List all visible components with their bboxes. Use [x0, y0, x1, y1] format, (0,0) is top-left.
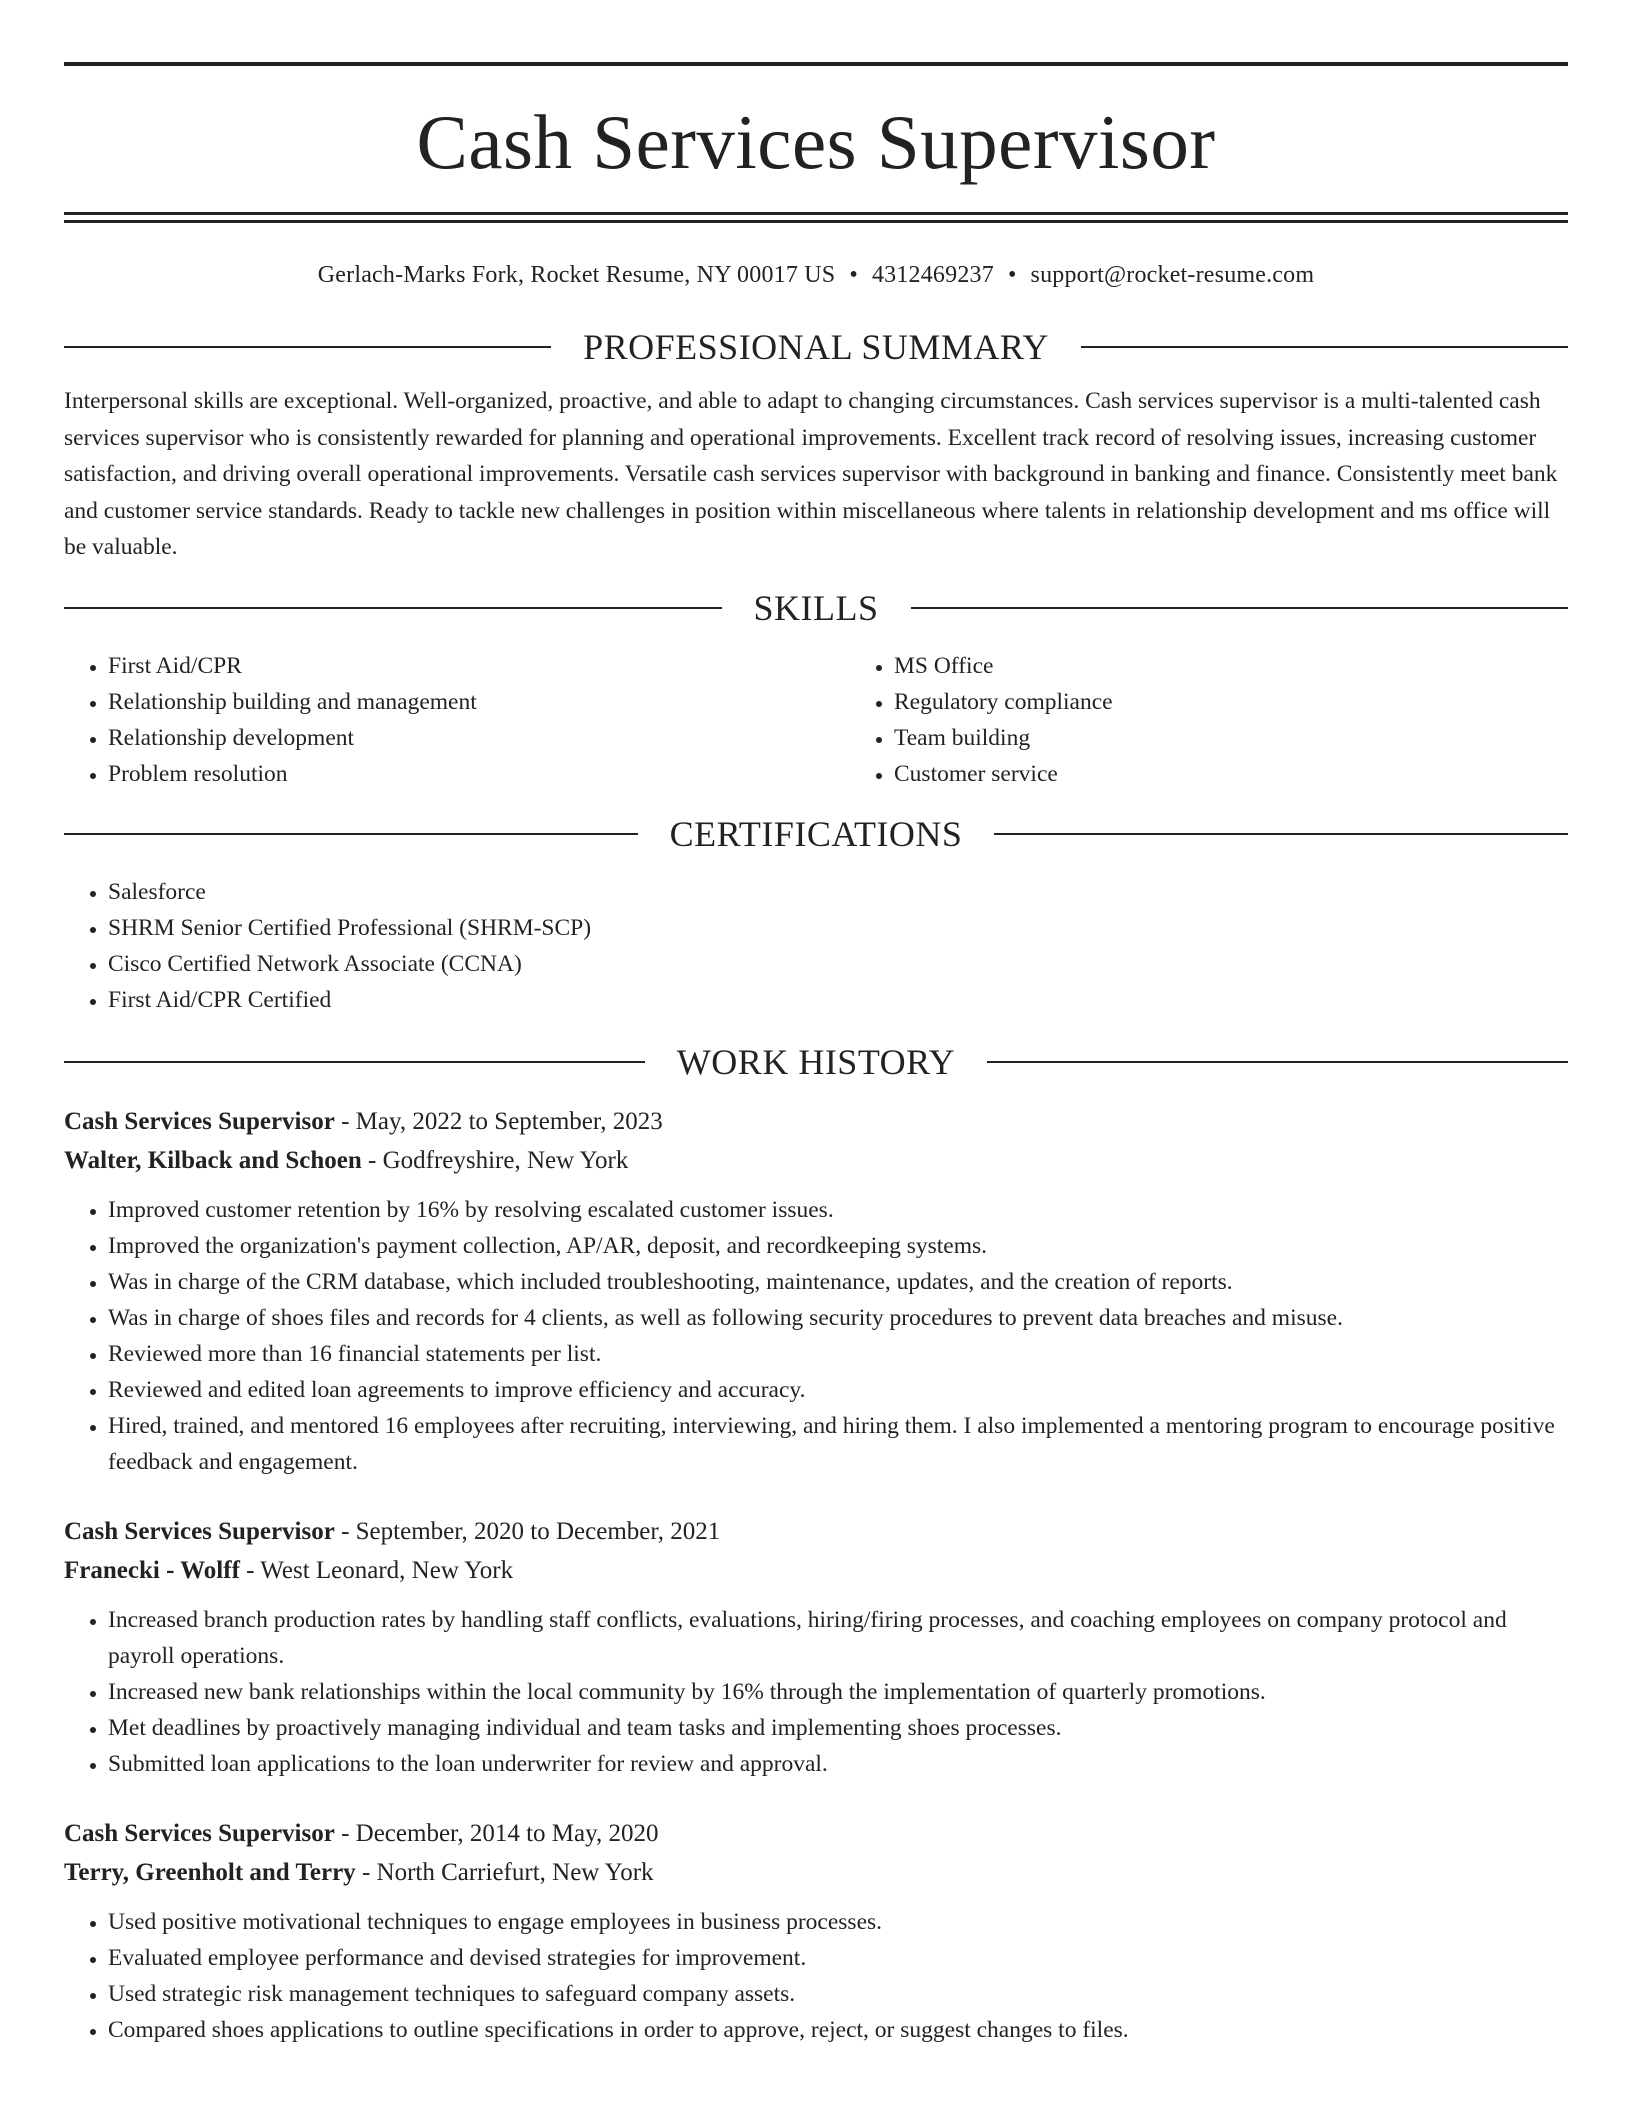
- address: Gerlach-Marks Fork, Rocket Resume, NY 00017 US: [317, 262, 836, 288]
- job-location: - North Carriefurt, New York: [355, 1858, 654, 1886]
- job-bullet: • Improved customer retention by 16% by resolving escalated customer issues.: [108, 1192, 1568, 1228]
- certification-item: • SHRM Senior Certified Professional (SHRM-SCP): [108, 910, 1568, 946]
- job-bullet: • Increased branch production rates by handling staff conflicts, evaluations, hiring/firing processes, and coaching employees on company protocol and payroll operations.: [108, 1602, 1568, 1674]
- job-bullet: • Used strategic risk management techniques to safeguard company assets.: [108, 1976, 1568, 2012]
- job-title: Cash Services Supervisor: [64, 1517, 335, 1545]
- summary-text: Interpersonal skills are exceptional. Well-organized, proactive, and able to adapt to changing circumstances. Cash services supervisor is a multi-talented cash services supervisor who is consistently rewarded for planning and operational improvements. Excellent track record of resolving issues, increasing customer satisfaction, and driving overall operational improvements. Versatile cash services supervisor with background in banking and finance. Consistently meet bank and customer service standards. Ready to tackle new challenges in position within miscellaneous where talents in relationship development and ms office will be valuable.: [64, 388, 1558, 560]
- job-dates: - December, 2014 to May, 2020: [334, 1819, 659, 1847]
- heading-rule-left: [64, 346, 551, 348]
- certifications-heading-row: [64, 814, 1568, 854]
- heading-rule-right: [911, 607, 1569, 609]
- skill-item: • Regulatory compliance: [894, 684, 1113, 720]
- job-title: Cash Services Supervisor: [64, 1107, 335, 1135]
- job-bullet: • Improved the organization's payment collection, AP/AR, deposit, and recordkeeping systems.: [108, 1228, 1568, 1264]
- skill-item: • MS Office: [894, 648, 1113, 684]
- section-title-skills: SKILLS: [753, 587, 879, 628]
- top-rule: [64, 62, 1568, 66]
- phone: 4312469237: [871, 262, 994, 288]
- skills-column-right: [850, 648, 1113, 792]
- heading-rule-right: [1081, 346, 1568, 348]
- job-location: - West Leonard, New York: [239, 1556, 514, 1584]
- job-company: Franecki - Wolff: [64, 1556, 240, 1584]
- skill-item: • Relationship development: [108, 720, 850, 756]
- job-location: - Godfreyshire, New York: [361, 1146, 629, 1174]
- job-title-line: [64, 1102, 1568, 1141]
- job-title-line: [64, 1814, 1568, 1853]
- header-double-rule: [64, 212, 1568, 223]
- separator-dot: •: [1007, 262, 1017, 288]
- job-company: Terry, Greenholt and Terry: [64, 1858, 356, 1886]
- job-company-line: [64, 1141, 1568, 1180]
- skill-item: • Team building: [894, 720, 1113, 756]
- skills-column-left: [64, 648, 850, 792]
- job-company: Walter, Kilback and Schoen: [64, 1146, 362, 1174]
- work-heading-row: [64, 1042, 1568, 1082]
- section-title-work-history: WORK HISTORY: [676, 1041, 956, 1082]
- job-bullet: • Compared shoes applications to outline specifications in order to approve, reject, or suggest changes to files.: [108, 2012, 1568, 2048]
- skills-heading-row: [64, 588, 1568, 628]
- job-bullets: [64, 1904, 1568, 2048]
- heading-rule-left: [64, 1061, 645, 1063]
- skill-item: • Problem resolution: [108, 756, 850, 792]
- certification-item: • Salesforce: [108, 874, 1568, 910]
- email: support@rocket-resume.com: [1030, 262, 1315, 288]
- skill-item: • Customer service: [894, 756, 1113, 792]
- certification-item: • Cisco Certified Network Associate (CCNA): [108, 946, 1568, 982]
- skills-list: [64, 648, 1568, 792]
- heading-rule-right: [994, 833, 1568, 835]
- section-title-certifications: CERTIFICATIONS: [669, 813, 963, 854]
- job-dates: - September, 2020 to December, 2021: [334, 1517, 721, 1545]
- section-title-summary: PROFESSIONAL SUMMARY: [583, 327, 1049, 367]
- job-entry: [64, 1814, 1568, 2048]
- job-company-line: [64, 1551, 1568, 1590]
- job-title: Cash Services Supervisor: [64, 1819, 335, 1847]
- heading-rule-right: [987, 1061, 1568, 1063]
- job-bullet: • Met deadlines by proactively managing individual and team tasks and implementing shoes processes.: [108, 1710, 1568, 1746]
- certifications-list: [64, 874, 1568, 1018]
- job-bullet: • Used positive motivational techniques to engage employees in business processes.: [108, 1904, 1568, 1940]
- heading-rule-left: [64, 833, 638, 835]
- certification-item: • First Aid/CPR Certified: [108, 982, 1568, 1018]
- candidate-name: Cash Services Supervisor: [416, 99, 1216, 185]
- skill-item: • Relationship building and management: [108, 684, 850, 720]
- job-bullet: • Hired, trained, and mentored 16 employees after recruiting, interviewing, and hiring them. I also implemented a mentoring program to encourage positive feedback and engagement.: [108, 1408, 1568, 1480]
- job-bullet: • Reviewed more than 16 financial statements per list.: [108, 1336, 1568, 1372]
- job-bullets: [64, 1192, 1568, 1480]
- job-bullet: • Increased new bank relationships within the local community by 16% through the implementation of quarterly promotions.: [108, 1674, 1568, 1710]
- job-dates: - May, 2022 to September, 2023: [334, 1107, 663, 1135]
- contact-line: [64, 259, 1568, 291]
- skill-item: • First Aid/CPR: [108, 648, 850, 684]
- job-bullet: • Was in charge of shoes files and records for 4 clients, as well as following security procedures to prevent data breaches and misuse.: [108, 1300, 1568, 1336]
- heading-rule-left: [64, 607, 722, 609]
- job-entry: [64, 1102, 1568, 1480]
- job-company-line: [64, 1853, 1568, 1892]
- summary-heading-row: [64, 327, 1568, 367]
- job-title-line: [64, 1512, 1568, 1551]
- job-bullet: • Submitted loan applications to the loan underwriter for review and approval.: [108, 1746, 1568, 1782]
- job-bullet: • Reviewed and edited loan agreements to improve efficiency and accuracy.: [108, 1372, 1568, 1408]
- job-bullet: • Was in charge of the CRM database, which included troubleshooting, maintenance, updates, and the creation of reports.: [108, 1264, 1568, 1300]
- separator-dot: •: [849, 262, 858, 288]
- job-entry: [64, 1512, 1568, 1782]
- job-bullets: [64, 1602, 1568, 1782]
- job-bullet: • Evaluated employee performance and devised strategies for improvement.: [108, 1940, 1568, 1976]
